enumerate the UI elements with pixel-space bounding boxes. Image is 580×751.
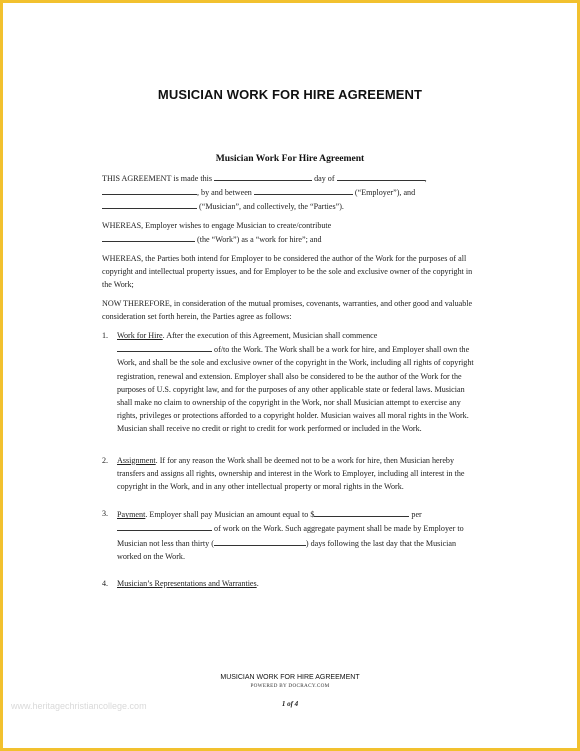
section-3-heading: Payment [117,510,146,520]
section-3-text-3: of work on the Work. Such aggregate payment shall be made by Employer to Musician not less than thirty ( [117,524,464,548]
work-blank[interactable] [102,232,195,242]
document-title: MUSICIAN WORK FOR HIRE AGREEMENT [157,87,423,102]
intro-text-3: , [424,174,427,183]
intro-text-5: (“Employer”), and [354,188,416,198]
section-3 [102,507,479,563]
document-subtitle: Musician Work For Hire Agreement [215,153,365,164]
section-3-text-1: . Employer shall pay Musician an amount equal to $ [145,510,315,520]
amount-blank[interactable] [314,507,409,517]
whereas-paragraph-2: WHEREAS, the Parties both intend for Employer to be considered the author of the Work for the purposes of all copyright and intellectual property issues, and for Employer to be the sole and exclusive owner of the copyright in the Work; [102,254,473,290]
section-4-text-1: . [256,579,259,589]
whereas-paragraph-1 [102,219,479,246]
section-2-heading: Assignment [117,455,156,465]
musician-blank[interactable] [102,199,197,209]
section-1 [102,329,479,436]
powered-by: POWERED BY DOCRACY.COM [250,683,330,689]
section-2-number: 2. [102,455,109,465]
days-blank[interactable] [214,536,306,546]
year-blank[interactable] [102,185,197,195]
section-1-text-2: of/to the Work. The Work shall be a work for hire, and Employer shall own the Work, and shall be the sole and exclusive owner of the copyright in the Work, including all rights of copyright registration, renewal and extension. Employer shall also be considered to be the author of the Work for the purposes of U.S. copyright law, and for the purposes of any other applicable state or federal laws. Musician shall make no claim to ownership of the copyright in the Work, nor shall Musician attempt to exercise any rights, privileges or protections afforded to a copyright holder. Musician waives all moral rights in the Work. Musician shall receive no credit or right to credit for work performed or included in the Work. [117,345,474,434]
services-blank[interactable] [117,342,212,352]
section-1-text-1: . After the execution of this Agreement, Musician shall commence [162,331,378,341]
section-3-number: 3. [102,509,109,519]
page-number: 1 of 4 [281,700,299,708]
section-2 [102,454,479,494]
section-4-number: 4. [102,579,109,589]
footer-title: MUSICIAN WORK FOR HIRE AGREEMENT [220,674,360,681]
whereas1-text-2: (the “Work”) as a “work for hire”; and [197,235,322,245]
period-blank[interactable] [117,521,212,531]
now-therefore-paragraph: NOW THEREFORE, in consideration of the mutual promises, covenants, warranties, and other good and valuable consideration set forth herein, the Parties agree as follows: [102,299,473,322]
intro-text-6: (“Musician”, and collectively, the “Parties”). [199,202,344,212]
section-3-text-2: per [411,510,422,520]
section-1-number: 1. [102,331,109,341]
employer-blank[interactable] [254,185,353,195]
document-page [3,3,577,748]
section-4 [102,577,479,590]
watermark: www.heritagechristiancollege.com [11,701,147,711]
section-4-heading: Musician’s Representations and Warranties [117,579,257,589]
section-1-heading: Work for Hire [117,331,163,341]
intro-paragraph [102,171,479,214]
intro-text-2: day of [314,174,335,183]
section-3-text-4: ) days following the last day that the Musician worked on the Work. [117,538,457,561]
intro-text-4: , by and between [197,188,252,198]
intro-text-1: THIS AGREEMENT is made this [102,174,213,183]
section-2-text-1: . If for any reason the Work shall be deemed not to be a work for hire, then Musician hereby transfers and assigns all rights, ownership and interest in the Work to Employer, including all interest in the copyright in the Work, and in any other intellectual property or moral rights in the Work. [117,455,465,492]
document-body [102,171,479,596]
whereas1-text-1: WHEREAS, Employer wishes to engage Musician to create/contribute [102,221,332,231]
month-blank[interactable] [337,171,425,181]
date-blank[interactable] [214,171,312,181]
